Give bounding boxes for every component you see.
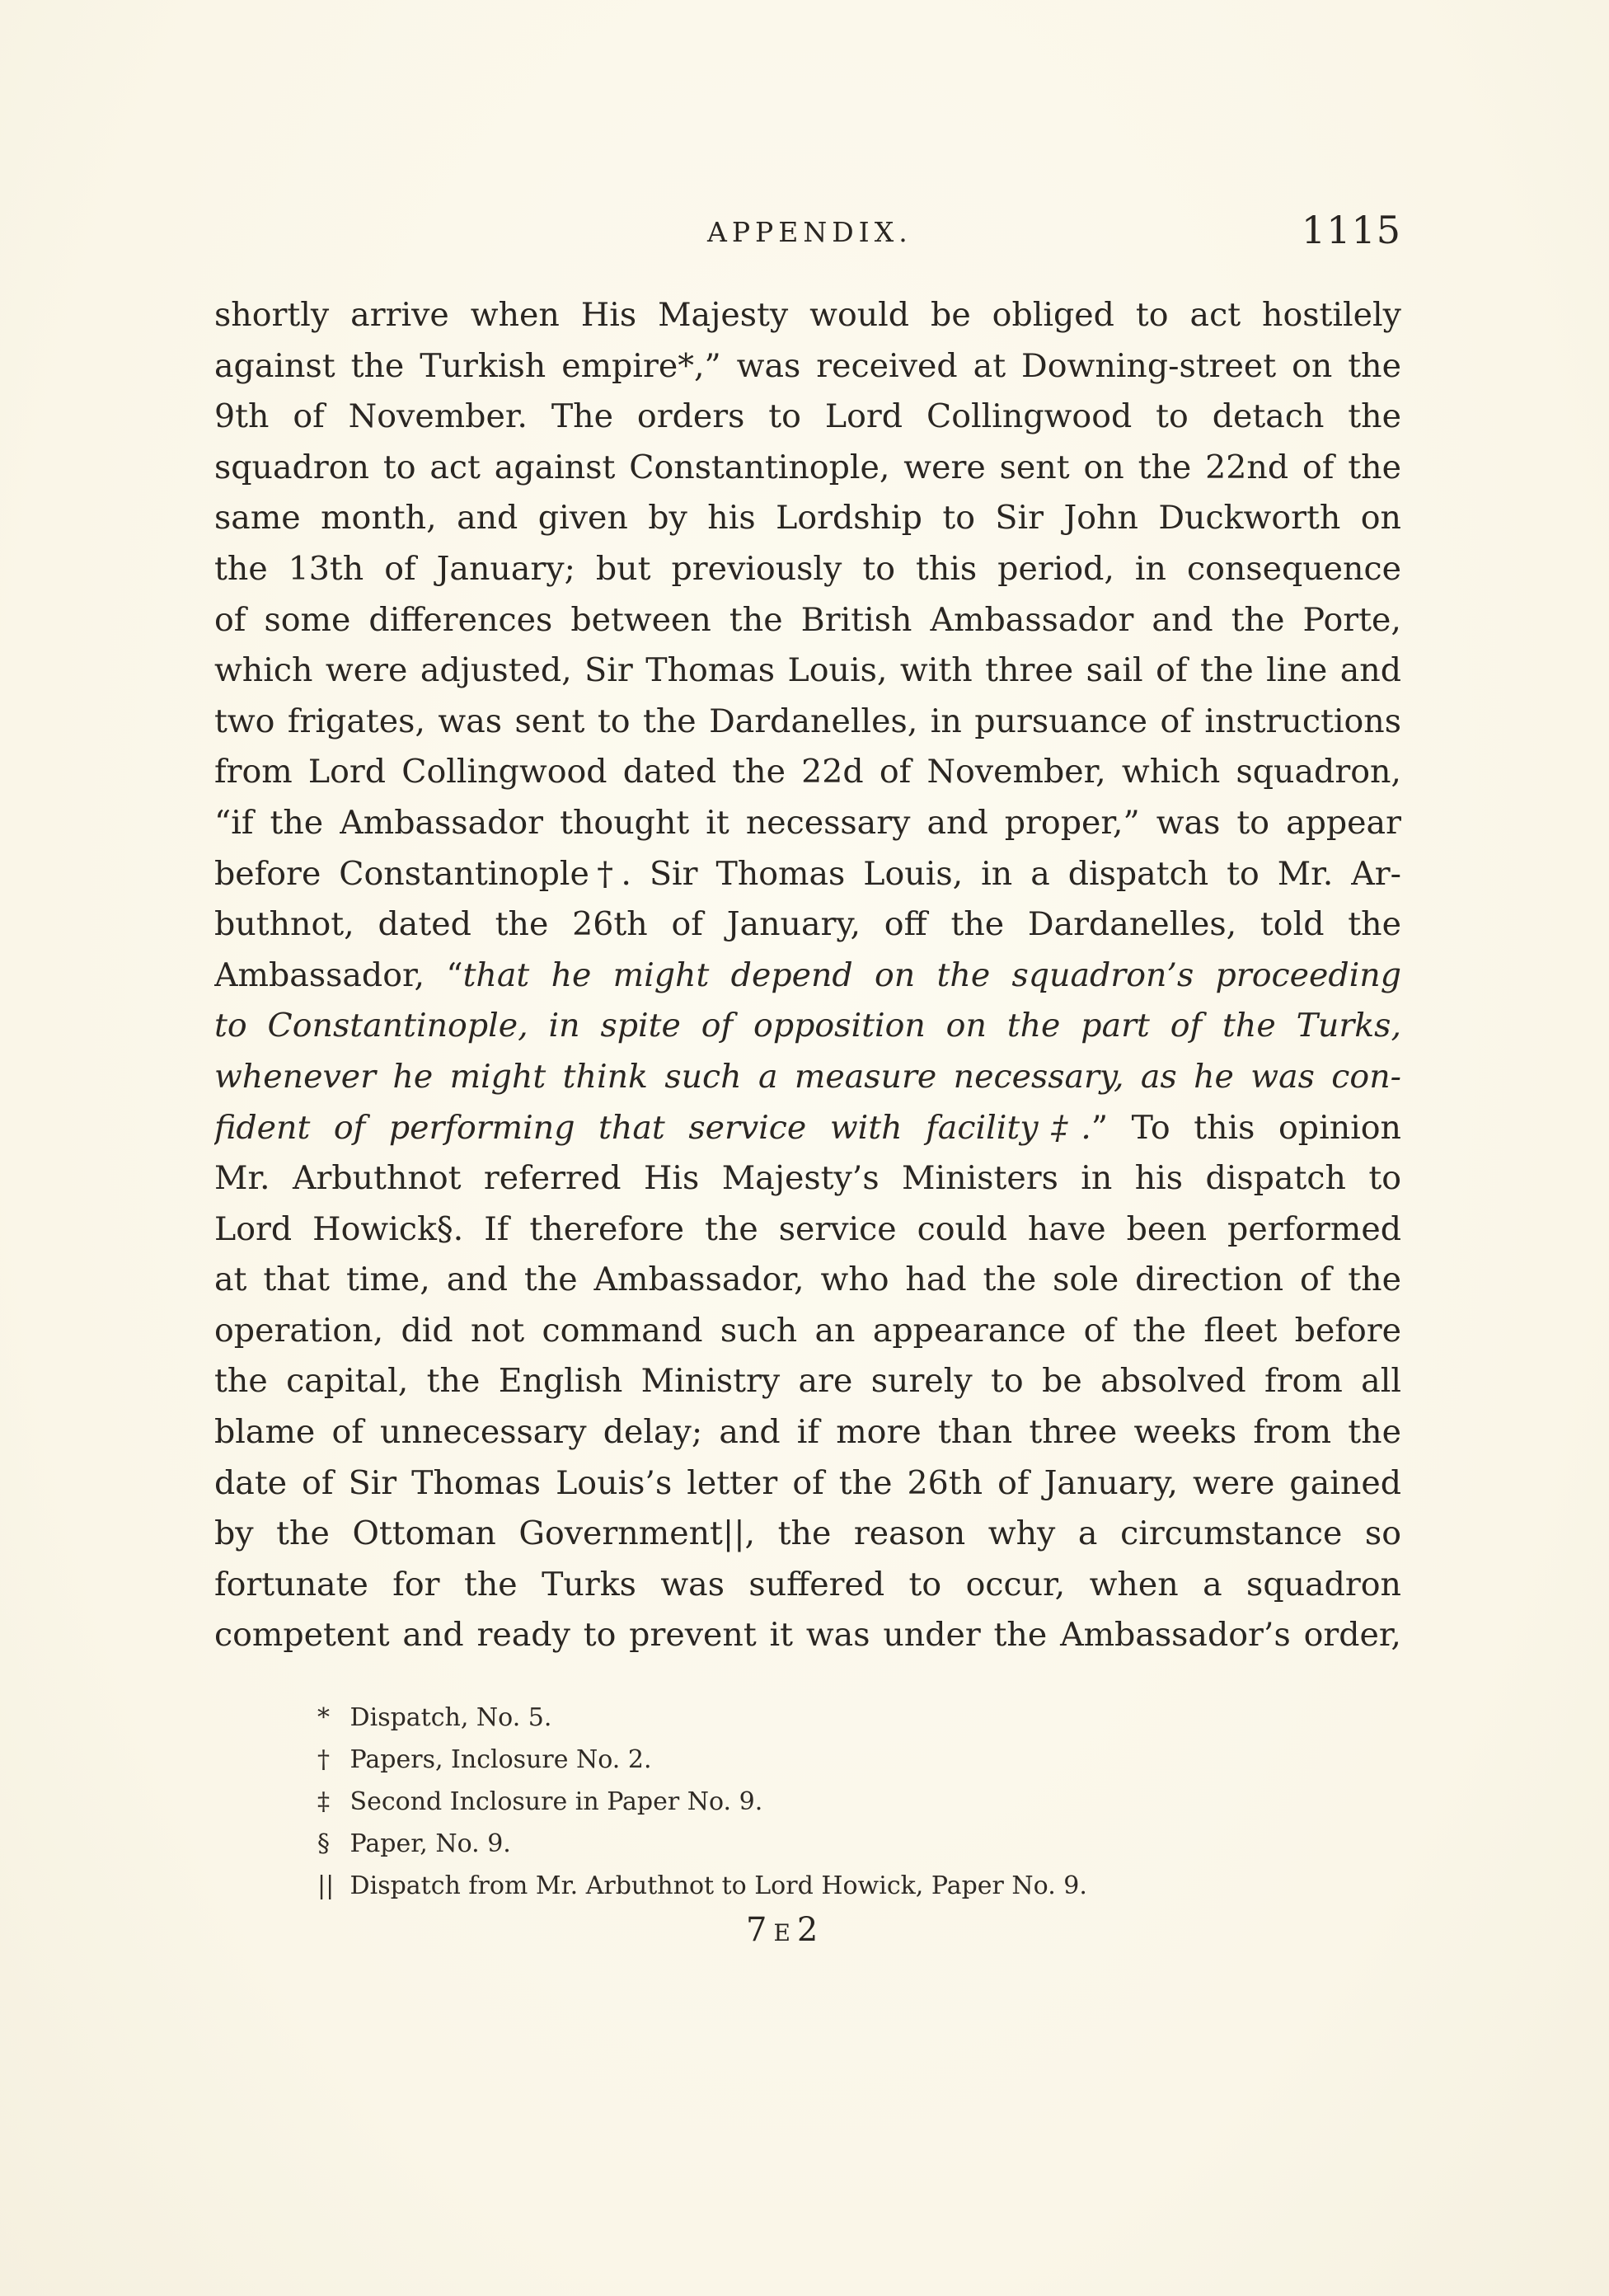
footnote-text: Dispatch, No. 5. [349,1703,552,1732]
text-line: Lord Howick§. If therefore the service could have been performed [214,1209,1401,1248]
footnote-text: Second Inclosure in Paper No. 9. [349,1787,763,1816]
text-line: same month, and given by his Lordship to Sir John Duckworth on [214,499,1401,538]
footnote-text: Dispatch from Mr. Arbuthnot to Lord Howick, Paper No. 9. [349,1871,1087,1900]
text-line: which were adjusted, Sir Thomas Louis, with three sail of the line and [214,651,1401,690]
footnote-text: Papers, Inclosure No. 2. [349,1745,652,1774]
text-line: of some differences between the British Ambassador and the Porte, [214,600,1401,639]
text-line: shortly arrive when His Majesty would be obliged to act hostilely [214,296,1401,334]
text-line: from Lord Collingwood dated the 22d of November, which squadron, [214,753,1401,791]
text-line: the capital, the English Ministry are surely to be absolved from all [214,1362,1401,1401]
signature-number: 2 [796,1911,825,1949]
signature-mark [746,1911,824,1949]
text-line: against the Turkish empire*,” was received at Downing-street on the [214,346,1401,385]
footnote-mark: † [317,1745,330,1774]
footnote [317,1865,1241,1907]
text-line: squadron to act against Constantinople, were sent on the 22nd of the [214,448,1401,486]
footnote [317,1823,1241,1865]
page-number: 1115 [1301,208,1401,252]
footnote-text: Paper, No. 9. [349,1829,511,1858]
footnotes [317,1697,1241,1907]
text-line: at that time, and the Ambassador, who had the sole direction of the [214,1261,1401,1299]
italic-quote: that he might depend on the squadron’s proceeding [462,955,1401,994]
text-line-mixed [214,1103,1401,1154]
text-line: two frigates, was sent to the Dardanelles, in pursuance of instructions [214,702,1401,740]
text-line: Mr. Arbuthnot referred His Majesty’s Ministers in his dispatch to [214,1159,1401,1198]
signature-number: 7 [746,1911,774,1949]
text-line-italic: to Constantinople, in spite of opposition on the part of the Turks, [214,1007,1401,1045]
body-text [214,290,1401,1661]
text-line: date of Sir Thomas Louis’s letter of the 26th of January, were gained [214,1463,1401,1502]
footnote [317,1739,1241,1781]
footnote [317,1781,1241,1823]
footnote-mark: ‡ [317,1787,330,1816]
text-line: “if the Ambassador thought it necessary and proper,” was to appear [214,803,1401,842]
text-line: the 13th of January; but previously to this period, in consequence [214,549,1401,588]
text-line: before Constantinople†. Sir Thomas Louis, in a dispatch to Mr. Ar- [214,854,1401,893]
text-line: blame of unnecessary delay; and if more than three weeks from the [214,1413,1401,1452]
page-header [214,208,1401,262]
text-line: 9th of November. The orders to Lord Collingwood to detach the [214,397,1401,436]
text-line: competent and ready to prevent it was under the Ambassador’s order, [214,1616,1401,1655]
text-line-italic: whenever he might think such a measure necessary, as he was con- [214,1057,1401,1096]
line-rest: ” To this opinion [1091,1108,1401,1147]
footnote [317,1697,1241,1739]
footnote-mark: § [317,1829,330,1858]
footnote-mark: || [317,1871,335,1900]
line-start: Ambassador, “ [214,955,463,994]
text-line: operation, did not command such an appearance of the fleet before [214,1311,1401,1350]
footnote-mark: * [317,1703,330,1732]
text-line: fortunate for the Turks was suffered to occur, when a squadron [214,1565,1401,1603]
italic-quote-end: fident of performing that service with facility‡. [214,1108,1091,1147]
signature-letter: E [773,1919,797,1946]
text-line: buthnot, dated the 26th of January, off the Dardanelles, told the [214,905,1401,944]
text-line: by the Ottoman Government||, the reason why a circumstance so [214,1514,1401,1553]
text-line-mixed [214,951,1401,1002]
running-head: APPENDIX. [707,216,912,248]
